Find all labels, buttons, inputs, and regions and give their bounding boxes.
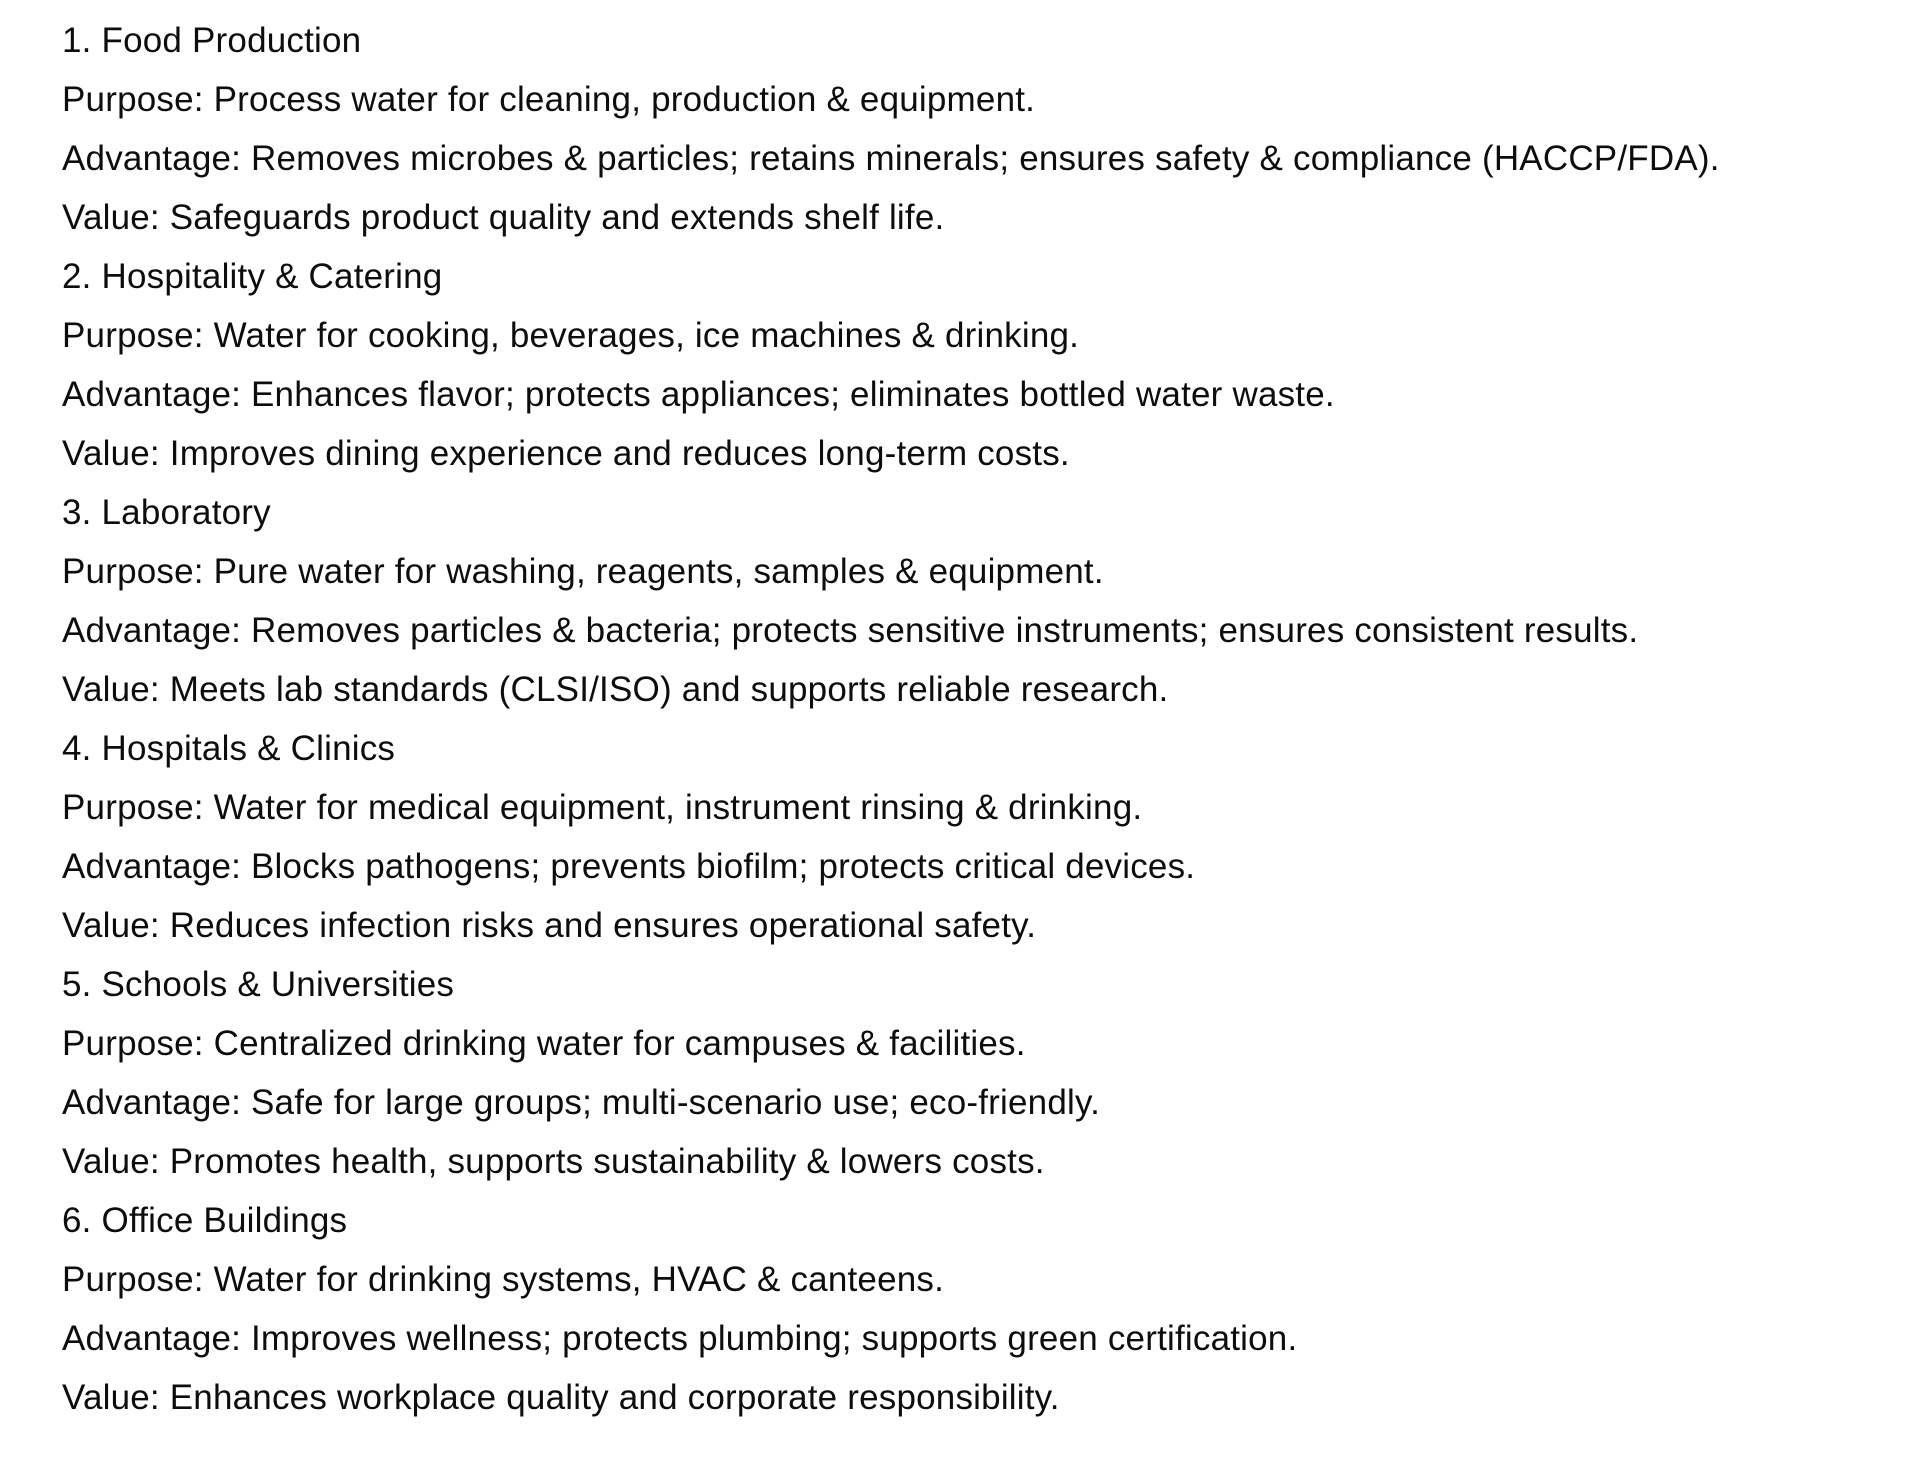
value-line: Value: Enhances workplace quality and corporate responsibility. (62, 1378, 1060, 1417)
value-line: Value: Meets lab standards (CLSI/ISO) and supports reliable research. (62, 670, 1169, 709)
section-title: 4. Hospitals & Clinics (62, 729, 396, 768)
section-title: 3. Laboratory (62, 493, 271, 532)
value-line: Value: Promotes health, supports sustainability & lowers costs. (62, 1142, 1045, 1181)
purpose-line: Purpose: Pure water for washing, reagents, samples & equipment. (62, 552, 1104, 591)
section-title: 6. Office Buildings (62, 1201, 348, 1240)
section-title: 5. Schools & Universities (62, 965, 455, 1004)
advantage-line: Advantage: Removes microbes & particles; retains minerals; ensures safety & compliance (HACCP/FDA). (62, 139, 1720, 178)
advantage-line: Advantage: Improves wellness; protects plumbing; supports green certification. (62, 1319, 1298, 1358)
section-hospitals-clinics (62, 719, 1880, 955)
section-food-production (62, 11, 1880, 247)
purpose-line: Purpose: Water for cooking, beverages, ice machines & drinking. (62, 316, 1080, 355)
section-hospitality-catering (62, 247, 1880, 483)
section-laboratory (62, 483, 1880, 719)
advantage-line: Advantage: Removes particles & bacteria; protects sensitive instruments; ensures consistent results. (62, 611, 1639, 650)
value-line: Value: Improves dining experience and reduces long-term costs. (62, 434, 1070, 473)
advantage-line: Advantage: Blocks pathogens; prevents biofilm; protects critical devices. (62, 847, 1196, 886)
advantage-line: Advantage: Safe for large groups; multi-scenario use; eco-friendly. (62, 1083, 1101, 1122)
purpose-line: Purpose: Water for drinking systems, HVAC & canteens. (62, 1260, 945, 1299)
purpose-line: Purpose: Water for medical equipment, instrument rinsing & drinking. (62, 788, 1143, 827)
value-line: Value: Reduces infection risks and ensures operational safety. (62, 906, 1037, 945)
section-title: 1. Food Production (62, 21, 362, 60)
section-title: 2. Hospitality & Catering (62, 257, 443, 296)
section-office-buildings (62, 1191, 1880, 1427)
advantage-line: Advantage: Enhances flavor; protects appliances; eliminates bottled water waste. (62, 375, 1335, 414)
value-line: Value: Safeguards product quality and extends shelf life. (62, 198, 945, 237)
section-schools-universities (62, 955, 1880, 1191)
purpose-line: Purpose: Process water for cleaning, production & equipment. (62, 80, 1036, 119)
purpose-line: Purpose: Centralized drinking water for campuses & facilities. (62, 1024, 1026, 1063)
